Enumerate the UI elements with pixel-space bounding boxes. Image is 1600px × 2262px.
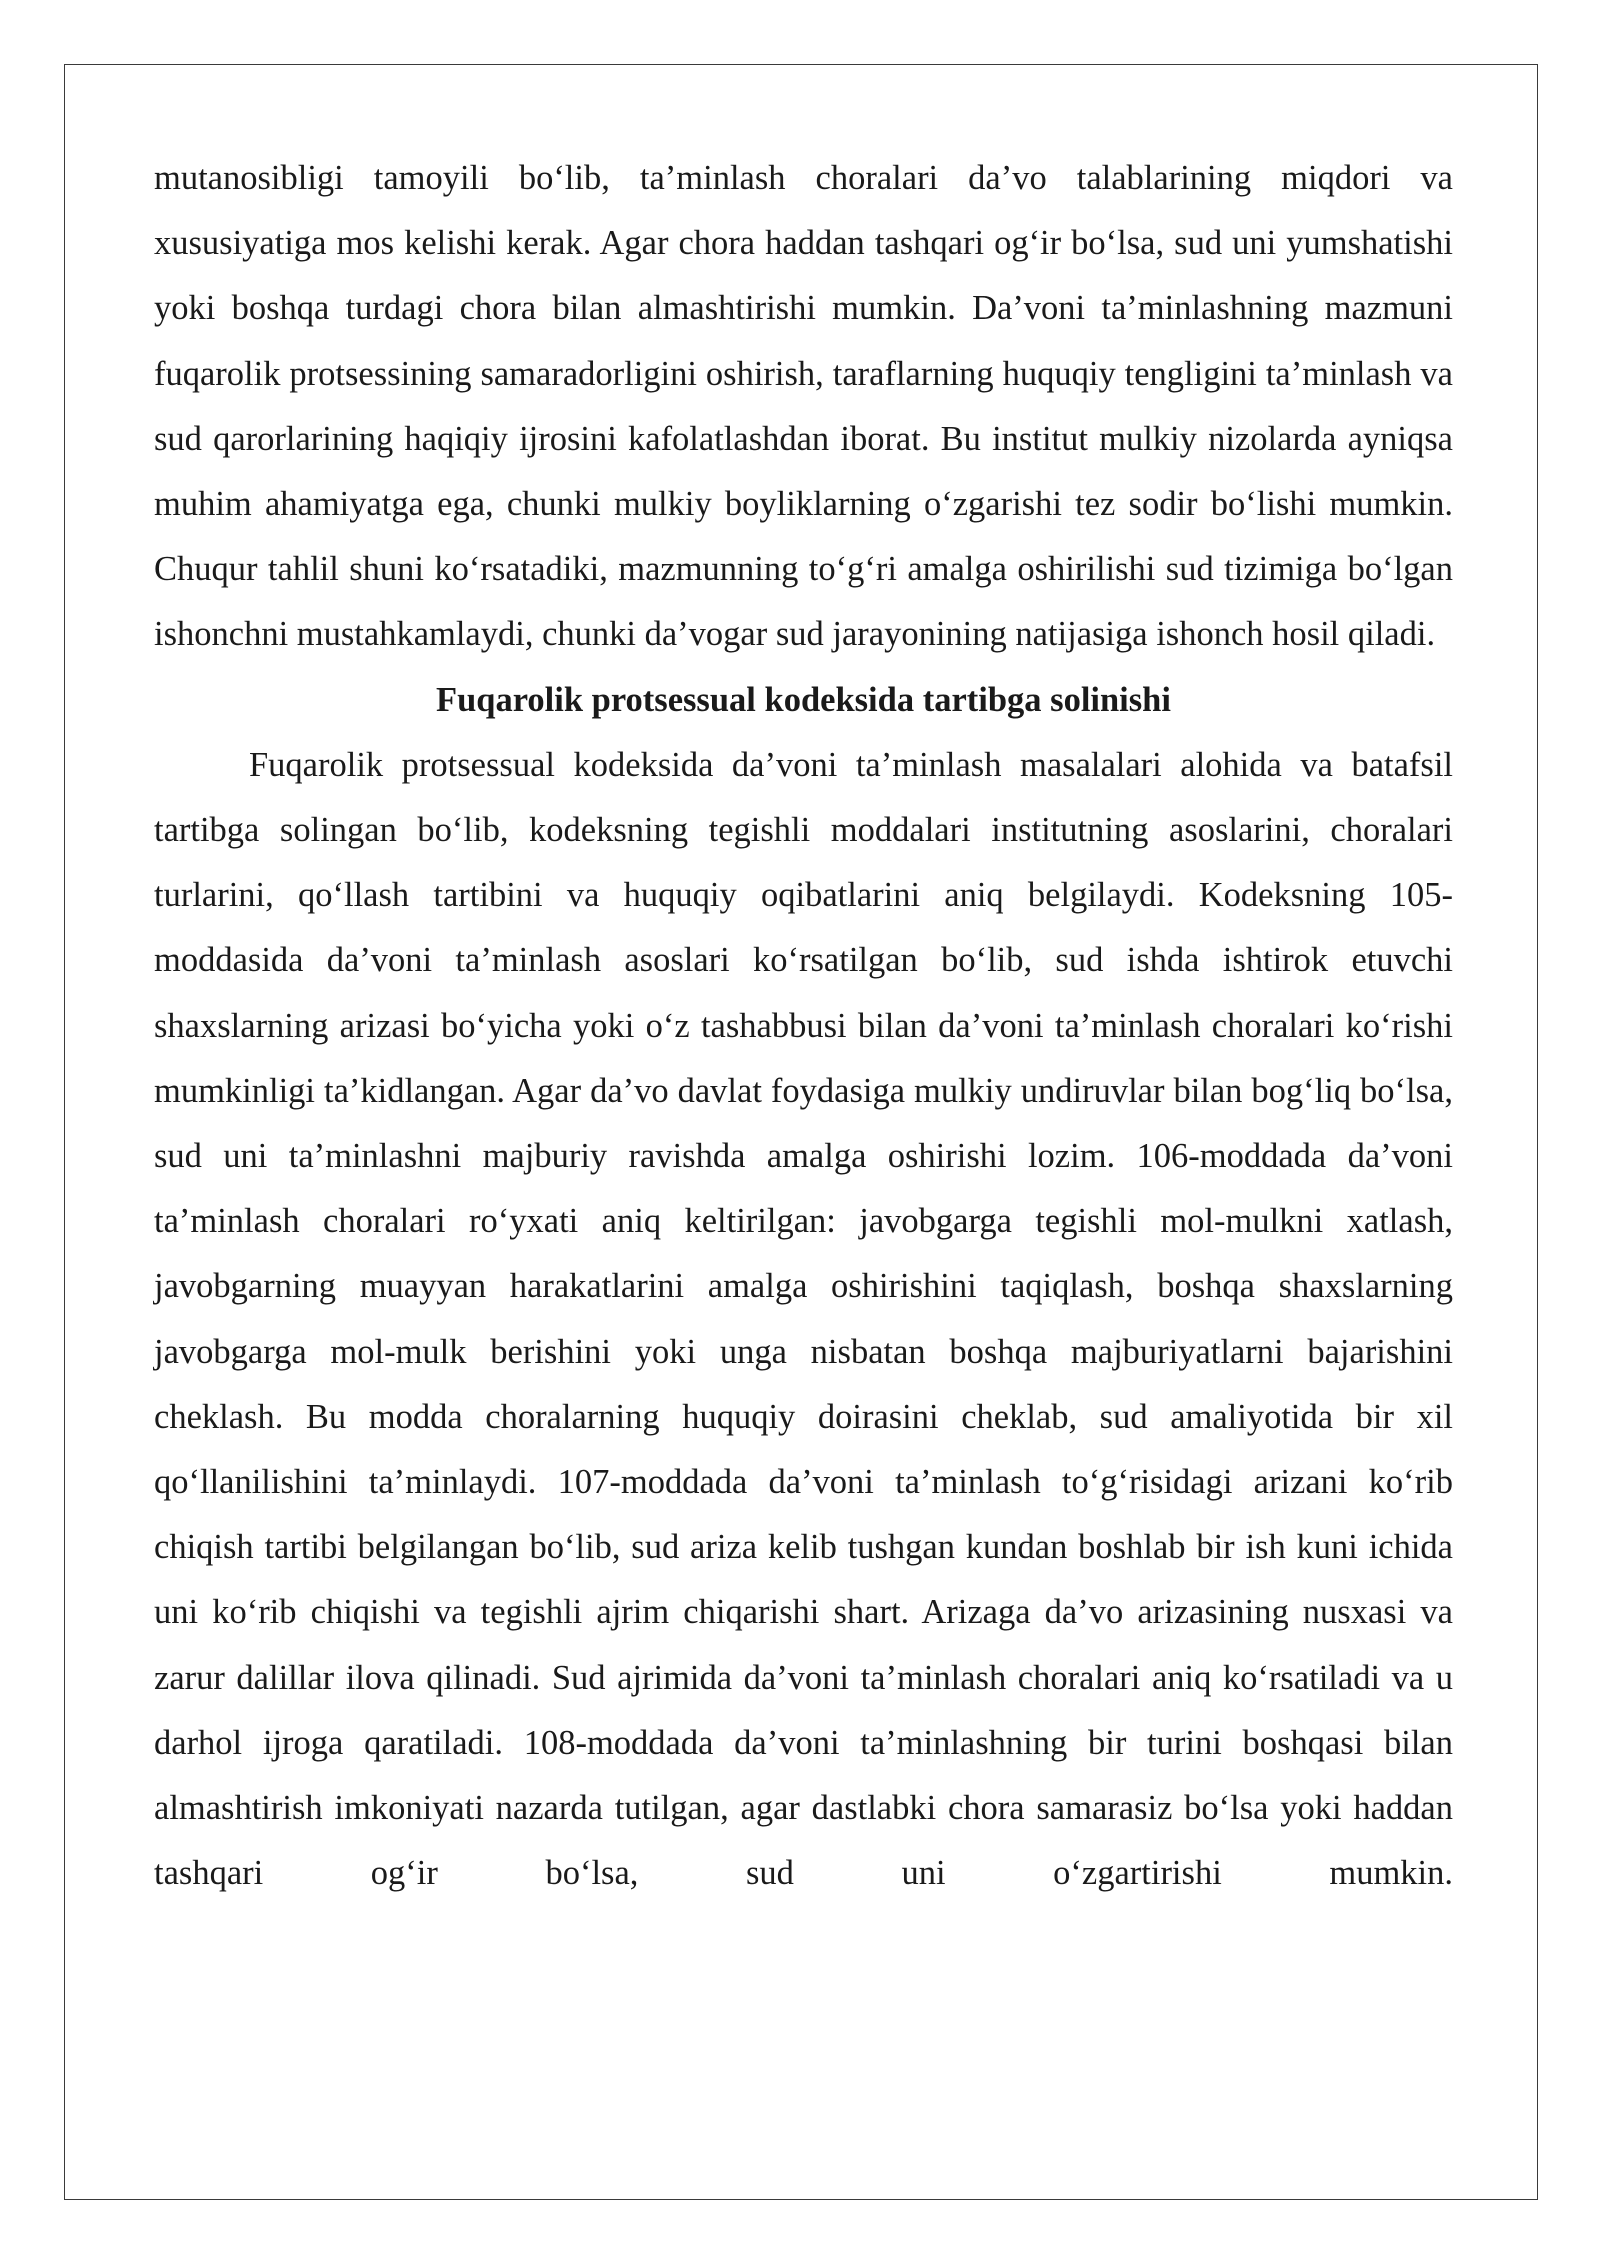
document-body: [154, 146, 1453, 1906]
section-heading: Fuqarolik protsessual kodeksida tartibga solinishi: [436, 680, 1171, 719]
body-paragraph-indented: Fuqarolik protsessual kodeksida da’voni ta’minlash masalalari alohida va batafsil tartibga solingan bo‘lib, kodeksning tegishli moddalari institutning asoslarini, choralari turlarini, qo‘llash tartibini va huquqiy oqibatlarini aniq belgilaydi. Kodeksning 105-moddasida da’voni ta’minlash asoslari ko‘rsatilgan bo‘lib, sud ishda ishtirok etuvchi shaxslarning arizasi bo‘yicha yoki o‘z tashabbusi bilan da’voni ta’minlash choralari ko‘rishi mumkinligi ta’kidlangan. Agar da’vo davlat foydasiga mulkiy undiruvlar bilan bog‘liq bo‘lsa, sud uni ta’minlashni majburiy ravishda amalga oshirishi lozim. 106-moddada da’voni ta’minlash choralari ro‘yxati aniq keltirilgan: javobgarga tegishli mol-mulkni xatlash, javobgarning muayyan harakatlarini amalga oshirishini taqiqlash, boshqa shaxslarning javobgarga mol-mulk berishini yoki unga nisbatan boshqa majburiyatlarni bajarishini cheklash. Bu modda choralarning huquqiy doirasini cheklab, sud amaliyotida bir xil qo‘llanilishini ta’minlaydi. 107-moddada da’voni ta’minlash to‘g‘risidagi arizani ko‘rib chiqish tartibi belgilangan bo‘lib, sud ariza kelib tushgan kundan boshlab bir ish kuni ichida uni ko‘rib chiqishi va tegishli ajrim chiqarishi shart. Arizaga da’vo arizasining nusxasi va zarur dalillar ilova qilinadi. Sud ajrimida da’voni ta’minlash choralari aniq ko‘rsatiladi va u darhol ijroga qaratiladi. 108-moddada da’voni ta’minlashning bir turini boshqasi bilan almashtirish imkoniyati nazarda tutilgan, agar dastlabki chora samarasiz bo‘lsa yoki haddan tashqari og‘ir bo‘lsa, sud uni o‘zgartirishi mumkin.: [154, 745, 1453, 1893]
body-paragraph-continuation: mutanosibligi tamoyili bo‘lib, ta’minlash choralari da’vo talablarining miqdori va xususiyatiga mos kelishi kerak. Agar chora haddan tashqari og‘ir bo‘lsa, sud uni yumshatishi yoki boshqa turdagi chora bilan almashtirishi mumkin. Da’voni ta’minlashning mazmuni fuqarolik protsessining samaradorligini oshirish, taraflarning huquqiy tengligini ta’minlash va sud qarorlarining haqiqiy ijrosini kafolatlashdan iborat. Bu institut mulkiy nizolarda ayniqsa muhim ahamiyatga ega, chunki mulkiy boyliklarning o‘zgarishi tez sodir bo‘lishi mumkin. Chuqur tahlil shuni ko‘rsatadiki, mazmunning to‘g‘ri amalga oshirilishi sud tizimiga bo‘lgan ishonchni mustahkamlaydi, chunki da’vogar sud jarayonining natijasiga ishonch hosil qiladi.: [154, 159, 1453, 654]
